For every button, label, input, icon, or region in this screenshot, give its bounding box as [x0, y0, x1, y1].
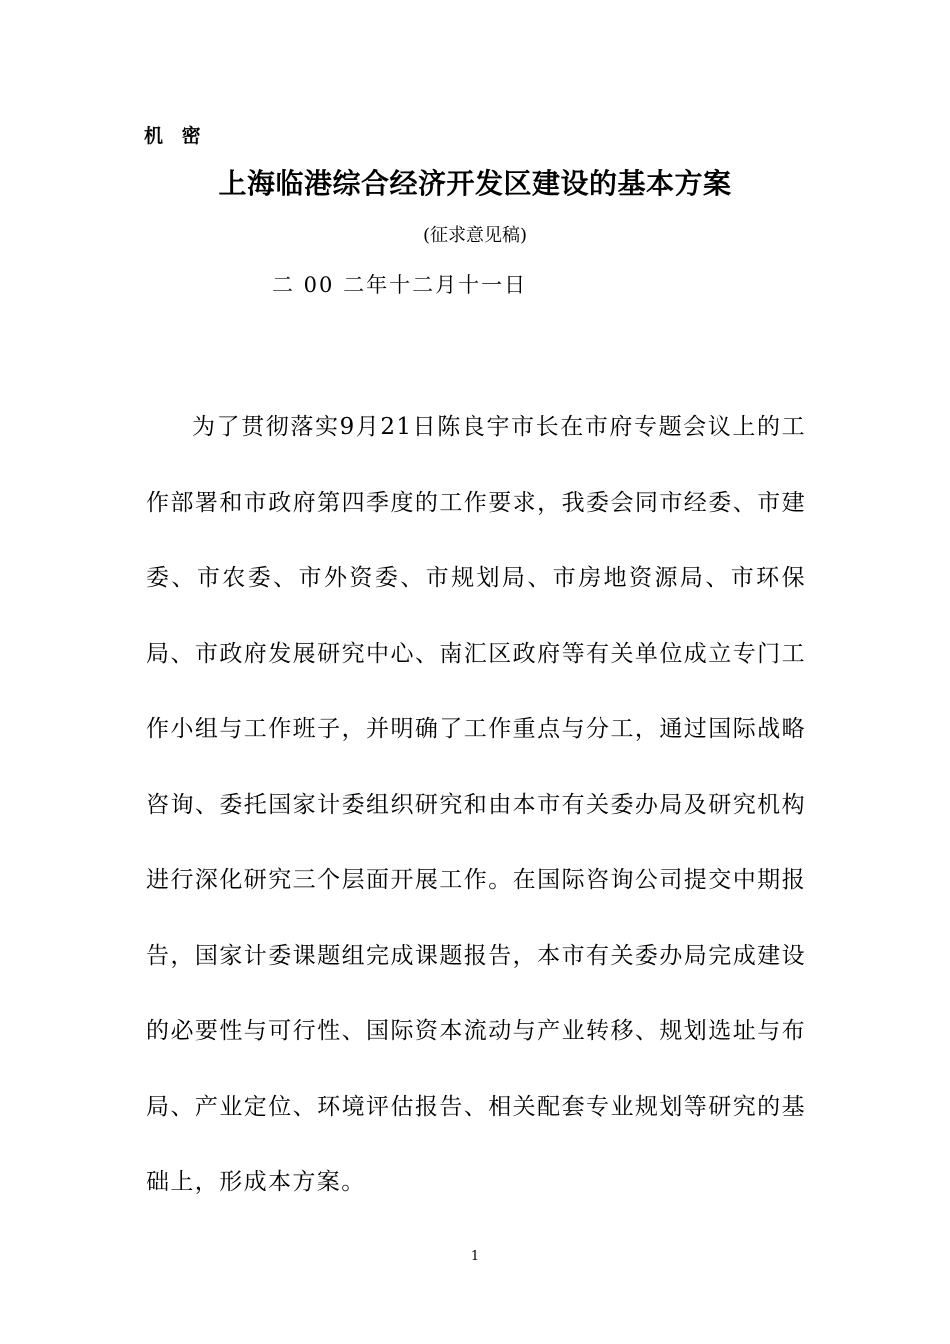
body-paragraph: 为了贯彻落实9月21日陈良宇市长在市府专题会议上的工作部署和市政府第四季度的工作要求，我委会同市经委、市建委、市农委、市外资委、市规划局、市房地资源局、市环保局、市政府发展研究中心、南汇区政府等有关单位成立专门工作小组与工作班子，并明确了工作重点与分工，通过国际战略咨询、委托国家计委组织研究和由本市有关委办局及研究机构进行深化研究三个层面开展工作。在国际咨询公司提交中期报告，国家计委课题组完成课题报告，本市有关委办局完成建设的必要性与可行性、国际资本流动与产业转移、规划选址与布局、产业定位、环境评估报告、相关配套专业规划等研究的基础上，形成本方案。 [146, 414, 806, 1195]
document-title: 上海临港综合经济开发区建设的基本方案 [218, 167, 732, 200]
document-date: 二 00 二年十二月十一日 [272, 273, 528, 297]
document-subtitle: (征求意见稿) [422, 225, 528, 246]
page-number: 1 [470, 1249, 480, 1264]
classification-label: 机 密 [144, 125, 207, 147]
